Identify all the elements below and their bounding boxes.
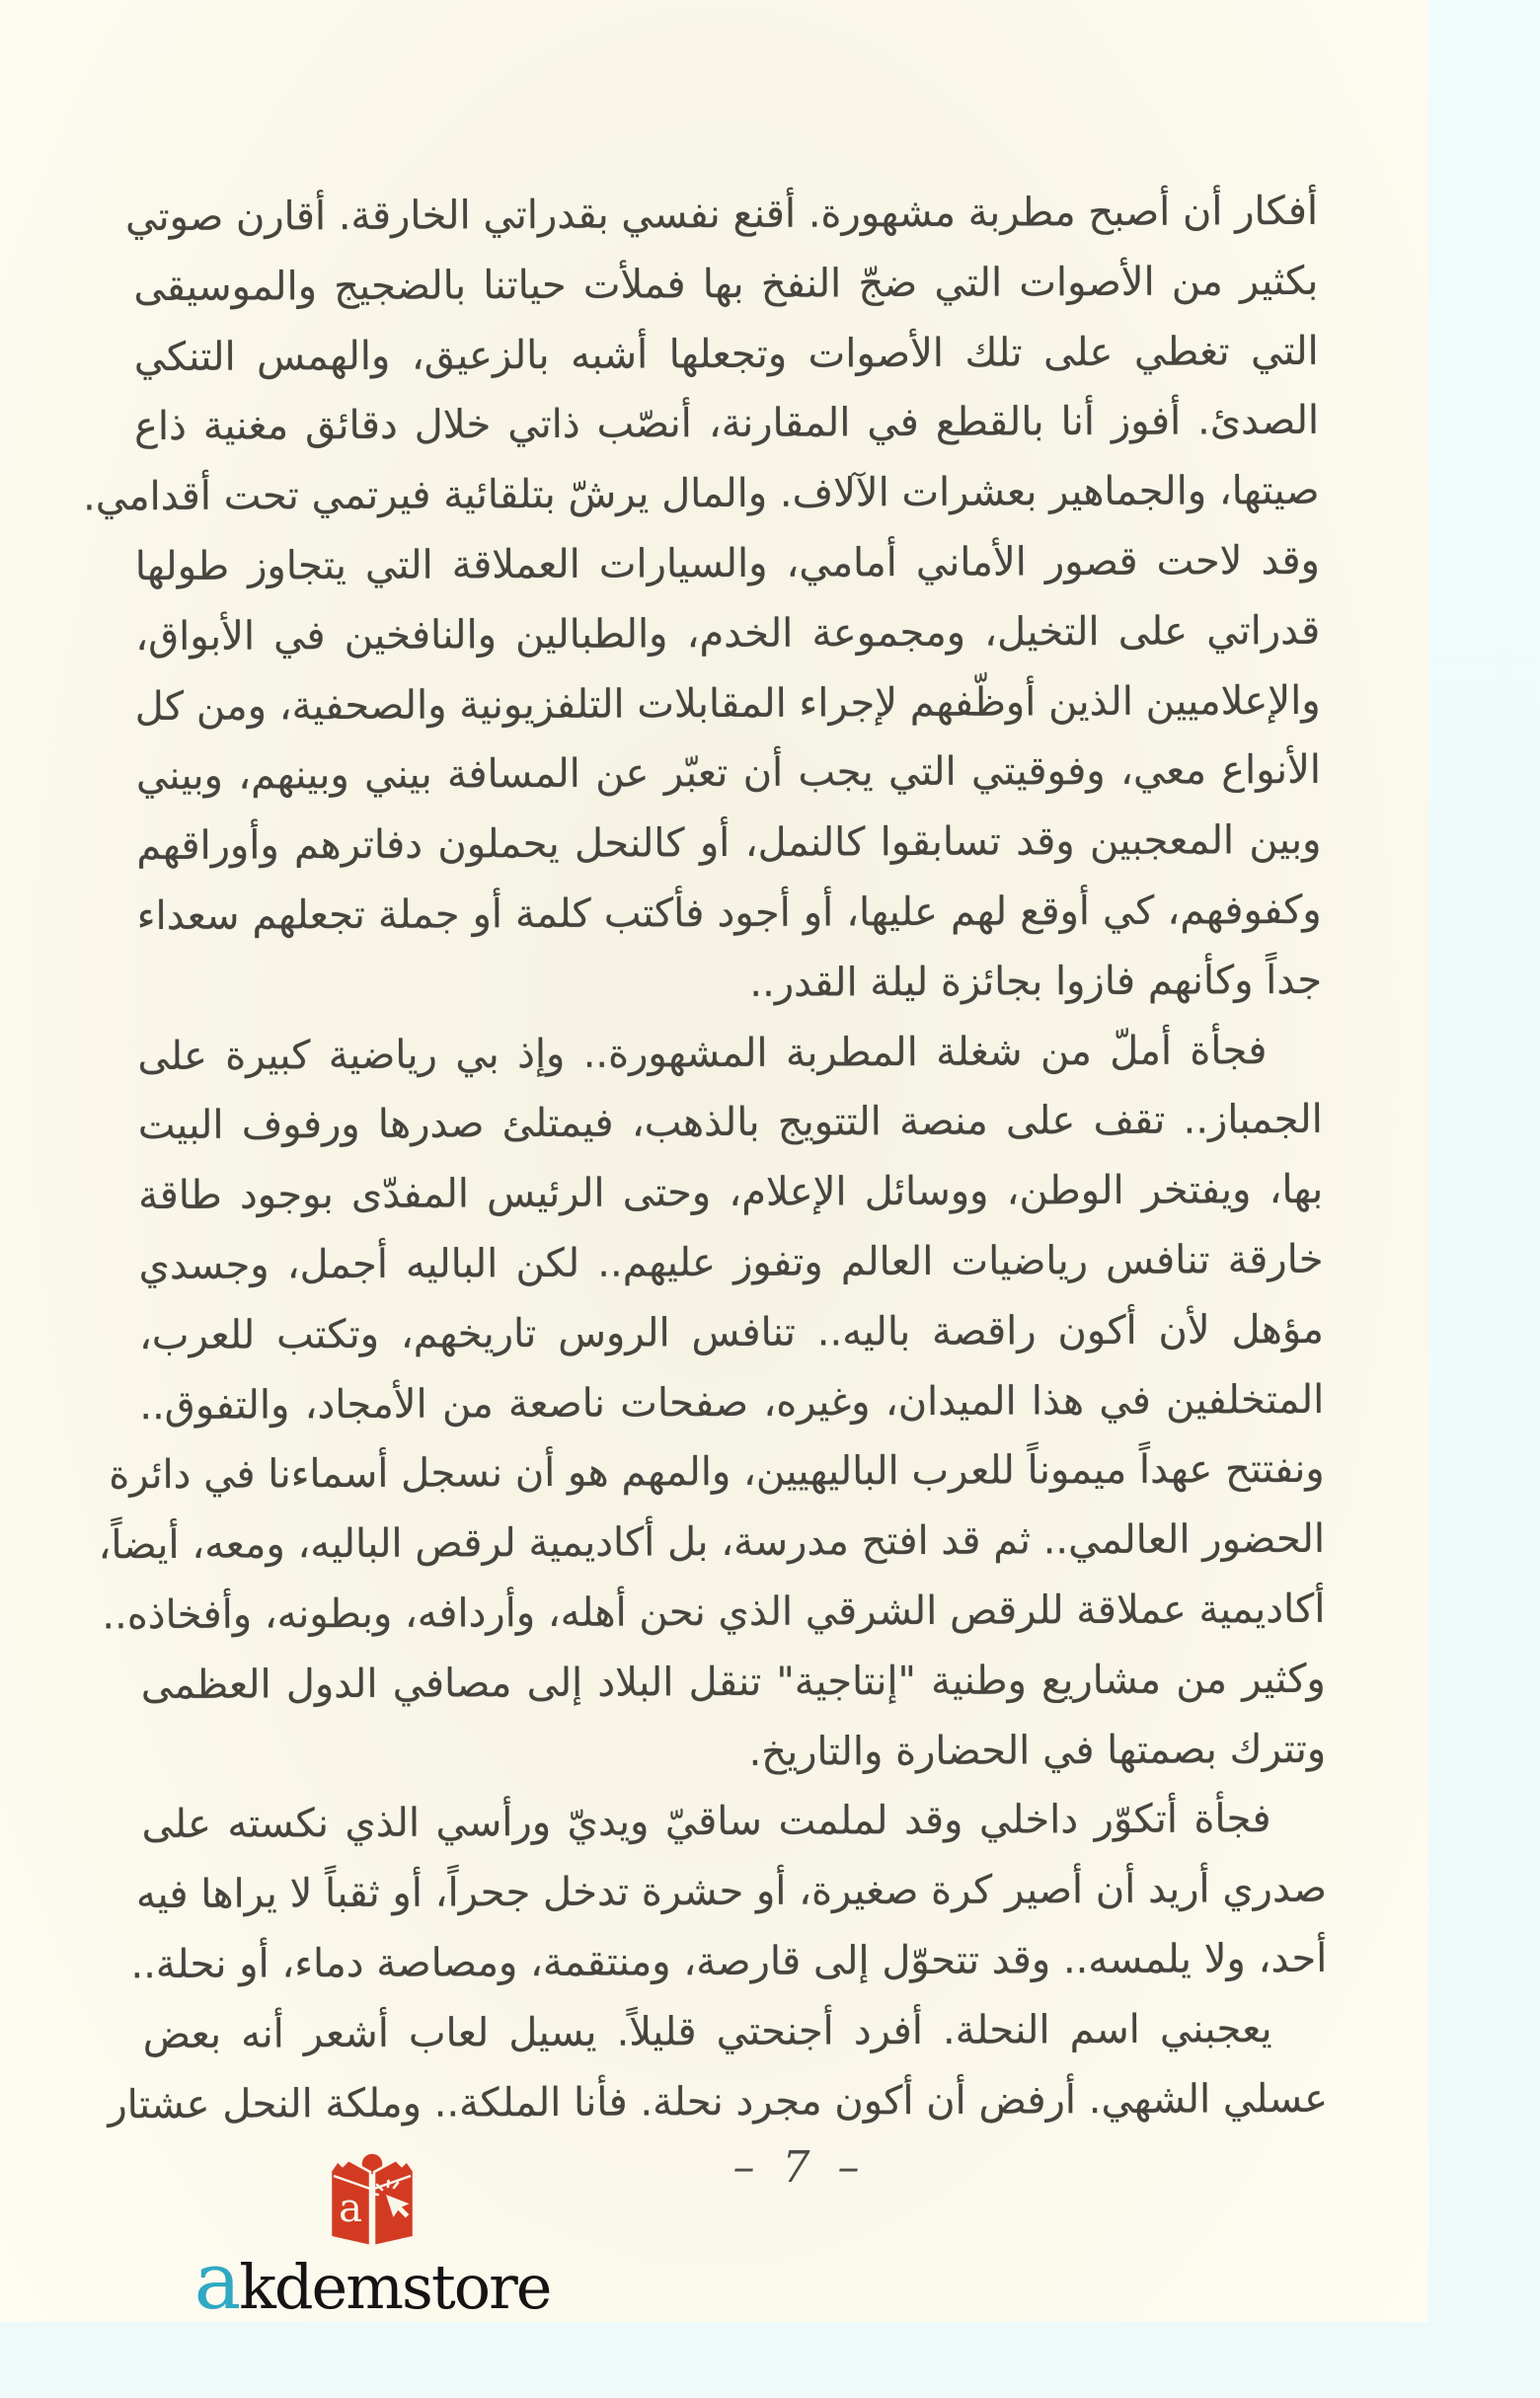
text-line: جداً وكأنهم فازوا بجائزة ليلة القدر.. [749, 957, 1323, 1006]
text-line: التي تغطي على تلك الأصوات وتجعلها أشبه بالزعيق، والهمس التنكي [133, 328, 1319, 380]
page-text [82, 177, 1329, 2140]
text-line: وبين المعجبين وقد تسابقوا كالنمل، أو كالنحل يحملون دفاترهم وأوراقهم [136, 817, 1322, 870]
text-line: أفكار أن أصبح مطربة مشهورة. أقنع نفسي بقدراتي الخارقة. أقارن صوتي [124, 188, 1319, 241]
text-line: فجأة أتكوّر داخلي وقد لملمت ساقيّ ويديّ ورأسي الذي نكسته على [141, 1796, 1271, 1848]
page-number: – 7 – [732, 2142, 867, 2193]
book-cursor-icon [329, 2150, 416, 2249]
icon-letter-a: a [339, 2186, 362, 2231]
text-line: ونفتتح عهداً ميموناً للعرب الباليهيين، والمهم هو أن نسجل أسماءنا في دائرة [109, 1446, 1325, 1499]
text-line: والإعلاميين الذين أوظّفهم لإجراء المقابلات التلفزيونية والصحفية، ومن كل [134, 677, 1321, 730]
text-line: وكثير من مشاريع وطنية "إنتاجية" تنقل البلاد إلى مصافي الدول العظمى [140, 1656, 1326, 1708]
text-line: أحد، ولا يلمسه.. وقد تتحوّل إلى قارصة، ومنتقمة، ومصاصة دماء، أو نحلة.. [130, 1935, 1328, 1988]
text-line: الحضور العالمي.. ثم قد افتح مدرسة، بل أكاديمية لرقص الباليه، ومعه، أيضاً، [98, 1515, 1326, 1569]
text-line: المتخلفين في هذا الميدان، وغيره، صفحات ناصعة من الأمجاد، والتفوق.. [139, 1376, 1325, 1429]
text-line: بها، ويفتخر الوطن، ووسائل الإعلام، وحتى الرئيس المفدّى بوجود طاقة [138, 1167, 1324, 1219]
text-line: وكفوفهم، كي أوقع لهم عليها، أو أجود فأكتب كلمة أو جملة تجعلهم سعداء [136, 887, 1322, 940]
text-line: يعجبني اسم النحلة. أفرد أجنحتي قليلاً. يسيل لعاب أشعر أنه بعض [142, 2005, 1272, 2057]
text-line: بكثير من الأصوات التي ضجّ النفخ بها فملأت حياتنا بالضجيج والموسيقى [133, 258, 1319, 310]
text-line: وتترك بصمتها في الحضارة والتاريخ. [748, 1726, 1327, 1775]
text-line: الجمباز.. تقف على منصة التتويج بالذهب، فيمتلئ صدرها ورفوف البيت [137, 1097, 1323, 1149]
text-line: خارقة تنافس رياضيات العالم وتفوز عليهم.. لكن الباليه أجمل، وجسدي [138, 1236, 1324, 1289]
brand-name [163, 2235, 581, 2334]
text-line: مؤهل لأن أكون راقصة باليه.. تنافس الروس تاريخهم، وتكتب للعرب، [138, 1306, 1325, 1358]
text-line: صيتها، والجماهير بعشرات الآلاف. والمال يرشّ بتلقائية فيرتمي تحت أقدامي. [82, 468, 1320, 520]
publisher-watermark [163, 2150, 581, 2334]
text-line: وقد لاحت قصور الأماني أمامي، والسيارات العملاقة التي يتجاوز طولها [134, 537, 1320, 590]
text-line: قدراتي على التخيل، ومجموعة الخدم، والطبالين والنافخين في الأبواق، [135, 607, 1321, 659]
text-line: الأنواع معي، وفوقيتي التي يجب أن تعبّر عن المسافة بيني وبينهم، وبيني [135, 747, 1322, 800]
text-line: عسلي الشهي. أرفض أن أكون مجرد نحلة. فأنا الملكة.. وملكة النحل عشتار [108, 2075, 1329, 2127]
brand-letter-a: a [193, 2235, 240, 2327]
text-line: صدري أريد أن أصير كرة صغيرة، أو حشرة تدخل جحراً، أو ثقباً لا يراها فيه [135, 1865, 1328, 1918]
brand-rest-letters: kdemstore [239, 2251, 551, 2323]
text-line: الصدئ. أفوز أنا بالقطع في المقارنة، أنصّب ذاتي خلال دقائق مغنية ذاع [133, 398, 1320, 450]
text-line: أكاديمية عملاقة للرقص الشرقي الذي نحن أهله، وأردافه، وبطونه، وأفخاذه.. [102, 1586, 1326, 1639]
text-line: فجأة أملّ من شغلة المطربة المشهورة.. وإذ بي رياضية كبيرة على [137, 1027, 1268, 1079]
